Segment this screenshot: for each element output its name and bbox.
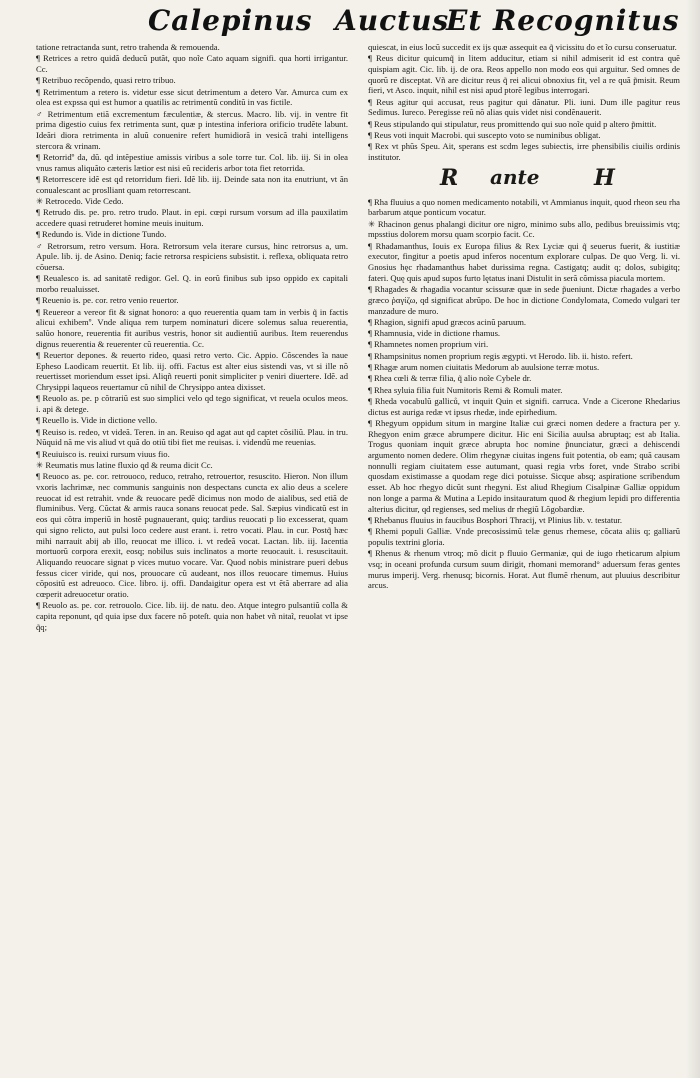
dictionary-entry: quiescat, in eius locũ succedit ex ijs quæ assequit ea q̃ vicissitu do et ĩo cursu conseruatur. xyxy=(368,42,677,52)
left-column xyxy=(36,42,348,1062)
section-letter-left: R xyxy=(440,164,459,191)
dictionary-entry: ¶ Reuiso is. redeo, vt videã. Teren. in an. Reuiso qd agat aut qd captet cõsiliũ. Plau. in tru. Nũquid nã me vis aliud vt quã do otiũ tibi fiet me reuisas. i. videndũ me reuenias. xyxy=(36,426,348,448)
dictionary-entry: ¶ Rhebanus fluuius in faucibus Bosphori Thracij, vt Plinius lib. v. testatur. xyxy=(368,514,623,525)
dictionary-entry: ¶ Retrudo dis. pe. pro. retro trudo. Plaut. in epi. cœpi rursum vorsum ad illa pauxilatim accedere quasi retruderet homine meuis inuitum. xyxy=(36,207,348,228)
dictionary-entry: ¶ Reus agitur qui accusat, reus pagitur qui dãnatur. Pli. iuni. Dum ille pagitur reus Sedimus. Iureco. Peregisse reũ nõ alias quis videt nisi condẽnauerit. xyxy=(368,96,680,118)
dictionary-entry: ¶ Reus dicitur quicumq̃ in litem adducitur, etiam si nihil admiserit id est contra quẽ quispiam agit. Cic. lib. ij. de ora. Reos appello non modo eos qui arguitur. Sed omnes de quorũ re disceptat. Vñ are dicitur reus q̃ rei alicui obnoxius fit, vel a re quã p̃misit. Reum fieri, vt Asco. inquit, nihil est nisi apud ptorẽ legibus interrogari. xyxy=(368,53,680,96)
dictionary-entry: ¶ Rhea cœli & terræ filia, q̃ alio noĩe Cybele dr. xyxy=(368,373,532,384)
section-heading xyxy=(368,165,680,191)
dictionary-entry: ¶ Retrices a retro quidã deducũ putãt, quo noĩe Cato aquam signifi. qua horti irrigantur. Cc. xyxy=(36,53,348,74)
dictionary-entry: ¶ Reuolo as. pe. cor. retrouolo. Cice. lib. iij. de natu. deo. Atque integro pulsantiũ colla & capita reponunt, qd quia ipse dux facere nõ poteſt. quia non habet vñ nitaĩ, reuolat vt ipse q̃q; xyxy=(36,600,348,632)
dictionary-entry: ¶ Retorrescere idẽ est qd retorridum fieri. Idẽ lib. iij. Deinde sata non ita enutriunt, vt ãn conualescant ac proslliant quam retorrescant. xyxy=(36,174,348,195)
dictionary-entry: ¶ Rhagion, signifi apud græcos acinũ paruum. xyxy=(368,316,527,327)
section-word: ante xyxy=(490,164,540,189)
dictionary-entry: ♂ Retrimentum etiã excrementum fæculentiæ, & stercus. Macro. lib. vij. in ventre fit prima digestio cuius fex retrimenta sunt, quæ p intestina inferiora orificio trudẽte labunt. Ideãri diora retrimenta in aluũ conuenire refert humidiorã in vesicã trahi intelligens stercora & vrinam. xyxy=(36,108,348,151)
dictionary-entry: ¶ Rhamnetes nomen proprium viri. xyxy=(368,339,489,350)
dictionary-entry: ¶ Reuolo as. pe. p cõtrariũ est suo simplici velo qd tego significat, vt reuela oculos meos. i. api & detege. xyxy=(36,393,348,415)
dictionary-entry: ¶ Reuello is. Vide in dictione vello. xyxy=(36,415,158,426)
dictionary-entry: ¶ Reuiuisco is. reuixi rursum viuus fio. xyxy=(36,448,170,459)
dictionary-entry: ¶ Reuoco as. pe. cor. retrouoco, reduco, retraho, retrouertor, resuscito. Hieron. Non illum vxoris lachrimæ, nec communis sanguinis non despectans cuncta ex alio deus a scelere reuocat id est retrahit. vnde & reuocare pedẽ dicimus non modo de aialibus, sed etiã de fluminibus. Verg. Cũctat & armis rauca sonans reuocat pede. Sal. Sæpius vindicatũ est in eos qui cõtra imperiũ in hostẽ pugnauerant, quiq; tardius reuocati p lio excesserat, quam qui signo relicto, aut pulsi loco cedere aust erant. i. retro vocati. Plau. in cur. Postq̃ hæc mihi narrauit abij ab illo, reuocat me illico. i. vt redeã vocat. Lactan. lib. iij. Iacentia mortuorũ corpora erexit, eosq; nobilus suis inclinatos a morte reuocauit. i. resuscitauit. Aliquando reuocare signat p vices mutuo vocare. Var. Quod nobis ministrare pueri debus fessus cicer viride, qui nos, prouocare cũ audeant, nos illos reuocare timemus. Huius cõpositũ est adreuoco. Cice. libro. ij. offi. Dandaigitur opera est vt ẽtã aberrare ad alia cœperit adreuocetur oratio. xyxy=(36,471,348,600)
dictionary-entry: ¶ Reuereor a vereor fit & signat honoro: a quo reuerentia quam tam in verbis q̃ in factis alicui exhibemº. Vnde aliqua rem turpem nominaturi dicere solemus salua reuerentia, salũo honore, reuerentia fit auribus vestris, honor sit audientiũ auribus. Item reuerendus dignus reuerentia & reuerenter cũ reuerentia. Cc. xyxy=(36,306,348,349)
dictionary-entry: ¶ Rhamnusia, vide in dictione rhamus. xyxy=(368,328,501,339)
dictionary-entry: ¶ Retribuo recõpendo, quasi retro tribuo. xyxy=(36,75,176,86)
dictionary-entry: ¶ Rhemi populi Galliæ. Vnde precosissimũ telæ genus rhemese, cõcata aliis q; galliarũ populis textrini gloria. xyxy=(368,526,680,547)
dictionary-entry: ¶ Reuenio is. pe. cor. retro venio reuertor. xyxy=(36,295,179,306)
dictionary-entry: ¶ Rhadamanthus, Iouis ex Europa filius & Rex Lyciæ qui q̃ seuerus fuerit, & iustitiæ executor, fingitur a poetis apud inferos nocentum explorare culpas. De quo Verg. li. vi. Gnosius hęc rhadamanthus habet durissima regna. Castigatq; audit q; dolos, subigitq; fateri. Quę quis apud supos furto lętatus inani Distulit in serã cõmissa piacula mortem. xyxy=(368,240,680,283)
dictionary-entry: ¶ Reuertor depones. & reuerto rideo, quasi retro verto. Cic. Appio. Cõscendes ĩa naue Epheso Laodicam reuertit. Et lib. iij. offi. Factus est alter eius sistendi vas, vt si ille nõ reuertisset moriendum esset ipsi. Aliqñ reuerti ponit simpliciter p veniri diuertere. Idẽ. ad Chrysippi laqueos reuertamur cũ nihil de Chrysippo antea dixisset. xyxy=(36,350,348,393)
dictionary-entry: ¶ Rhegyum oppidum situm in margine Italiæ cui græci nomen dedere a fractura per y. Rhegyon enim græce abrumpere dicitur. Hic eni Sicilia auulsa abruptaq; est ab Italia. Trogus quoniam inquit græce abrupta hoc nomine p̃nunciatur, græci a dehiscendi argumento nomen dedere. Olim rhegynæ ciuitas ingens fuit potentia, ob eam; quã causam nonnulli regiam ciuitatem esse autumant, quasi regia vrbs foret, vnde Strabo scribi quosdam existimasse a quodam rege dici potuisse. Sicque absq; aspiratione scribendum esset. Ab hoc rhegyo dicũt sunt rhegyni. Est aliud Rhegium Cisalpinæ Galliæ oppidum non longe a parma & Mutina a Lepido insitauratum quod & rhegium lepidi pro differentia alterius dicitur, qd regienses, sed melius dr rhegiũ Lõgobardiæ. xyxy=(368,417,680,514)
dictionary-entry: ¶ Rex vt phũs Speu. Ait, sperans est scdm leges subiectis, irre phensibilis ciuilis ordinis institutor. xyxy=(368,141,680,162)
dictionary-entry: ✳ Rhacinon genus phalangi dicitur ore nigro, minimo subs allo, pedibus breuissimis vtq; mpsstius dolorem morsu quam scorpio facit. Cc. xyxy=(368,218,680,240)
dictionary-entry: ¶ Rhagæ arum nomen ciuitatis Medorum ab auulsione terræ motus. xyxy=(368,362,600,372)
page-edge-shadow xyxy=(686,0,700,1078)
dictionary-entry: ¶ Reualesco is. ad sanitatẽ redigor. Gel. Q. in eorũ finibus sub ipso oppido ex capitali morbo reualuisset. xyxy=(36,273,348,294)
dictionary-entry: ✳ Reumatis mus latine fluxio qd & reuma dicit Cc. xyxy=(36,460,213,470)
header-center: Auctus xyxy=(335,4,450,37)
dictionary-entry: ¶ Rhampsinitus nomen proprium regis ægypti. vt Herodo. lib. ii. histo. refert. xyxy=(368,350,633,361)
dictionary-entry: tatione retractanda sunt, retro trahenda & remouenda. xyxy=(36,42,220,52)
dictionary-entry: ¶ Redundo is. Vide in dictione Tundo. xyxy=(36,229,167,240)
header-left: Calepinus xyxy=(148,4,313,37)
dictionary-entry: ¶ Retrimentum a retero is. videtur esse sicut detrimentum a detero Var. Amurca cum ex olea est expssa qui est humor a quatilis ac retrimentũ conditũ in vas fictile. xyxy=(36,86,348,108)
dictionary-entry: ¶ Rheda vocabulũ galliců, vt inquit Quin et signifi. carruca. Vnde a Cicerone Rhedarius dictus est auriga redæ vt ipsus rhedæ, inde epirhedium. xyxy=(368,395,680,417)
dictionary-entry: ¶ Reus voti inquit Macrobi. qui suscepto voto se numinibus obligat. xyxy=(368,130,601,140)
section-letter-right: H xyxy=(594,164,615,191)
running-header xyxy=(0,4,700,42)
right-column xyxy=(368,42,680,1062)
dictionary-entry: ✳ Retrocedo. Vide Cedo. xyxy=(36,196,124,206)
header-right: Et Recognitus xyxy=(446,4,680,37)
dictionary-entry: ¶ Reus stipulando qui stipulatur, reus promittendo qui suo noĩe quid p altero p̃mittit. xyxy=(368,118,657,129)
dictionary-entry: ¶ Retorridº da, dũ. qd intẽpestiue amissis viribus a sole torre tur. Col. lib. iij. Si in olea vnus ramus aliquãto cæteris lætior est nisi eũ recideris arbor tota fiet retorrida. xyxy=(36,152,348,173)
dictionary-entry: ¶ Rhea syluia filia fuit Numitoris Remi & Romuli mater. xyxy=(368,384,563,395)
dictionary-entry: ¶ Rhenus & rhenum vtroq; mõ dicit p fluuio Germaniæ, qui de iugo rheticarum alpium vsq; in oceani profunda cursum suum dirigit, rhomani memorand° aduersum feras gentes murus imperij. Verg. rhenusq; bicornis. Horat. Aut flumẽ rhenum, aut pluuius describitur arcus. xyxy=(368,548,680,591)
dictionary-entry: ¶ Rhagades & rhagadia vocantur scissuræ quæ in sede p̃ueniunt. Dictæ rhagades a verbo græco ῥαγίζω, qd significat abrũpo. De hoc in dictione Condylomata, Comedo vulgari ter manzadure de muro. xyxy=(368,284,680,316)
dictionary-entry: ♂ Retrorsum, retro versum. Hora. Retrorsum vela iterare cursus, hinc retrorsus a, um. Apule. lib. ij. de Asino. Deniq; facie retrorsa respiciens subsistit. i. reflexa, obliquata retro cõuersa. xyxy=(36,240,348,272)
dictionary-entry: ¶ Rha fluuius a quo nomen medicamento notabili, vt Ammianus inquit, quod rheon seu rha barbarum atque ponticum vocatur. xyxy=(368,196,680,218)
